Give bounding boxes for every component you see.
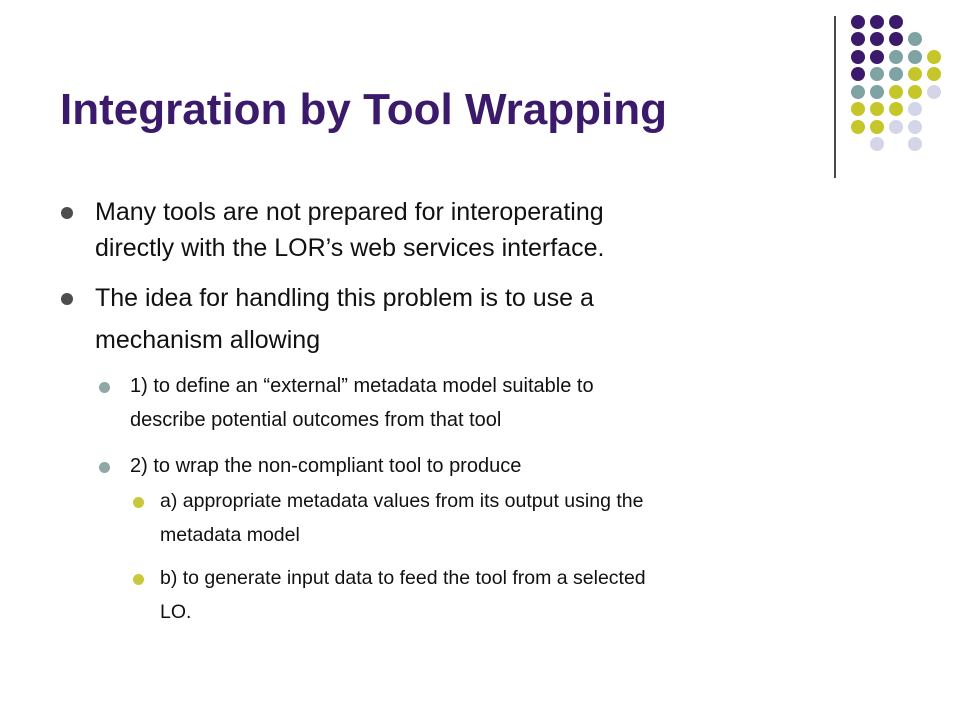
- sub-bullet-text: 2) to wrap the non-compliant tool to produce: [130, 455, 522, 477]
- slide-title: Integration by Tool Wrapping: [60, 85, 667, 134]
- decor-dot: [851, 67, 865, 81]
- decor-dot: [908, 102, 922, 116]
- decor-dot: [889, 120, 903, 134]
- decor-dot: [927, 67, 941, 81]
- bullet-text: mechanism allowing: [95, 326, 321, 354]
- decor-dot: [927, 50, 941, 64]
- decor-dot: [870, 102, 884, 116]
- decor-dot: [908, 137, 922, 151]
- sub-sub-bullet-dot: [133, 574, 144, 585]
- decor-dot: [908, 85, 922, 99]
- decor-dot: [870, 15, 884, 29]
- sub-sub-bullet-text: LO.: [160, 601, 192, 623]
- decor-dot: [870, 120, 884, 134]
- decor-dot: [889, 102, 903, 116]
- decor-dot: [851, 15, 865, 29]
- decor-dot: [908, 32, 922, 46]
- decor-dot: [851, 102, 865, 116]
- decor-dot: [870, 50, 884, 64]
- sub-bullet-text: describe potential outcomes from that tool: [130, 409, 502, 431]
- bullet-text: directly with the LOR’s web services interface.: [95, 234, 605, 262]
- bullet-text: Many tools are not prepared for interoperating: [95, 198, 604, 226]
- decor-dot: [927, 85, 941, 99]
- sub-sub-bullet-text: metadata model: [160, 524, 300, 546]
- sub-bullet-dot: [99, 382, 110, 393]
- decor-dot: [851, 50, 865, 64]
- sub-sub-bullet-text: b) to generate input data to feed the tool from a selected: [160, 567, 646, 589]
- decor-dot: [908, 50, 922, 64]
- decor-dot: [870, 85, 884, 99]
- sub-sub-bullet-dot: [133, 497, 144, 508]
- decor-dot: [870, 67, 884, 81]
- decor-dot: [851, 32, 865, 46]
- decor-dot: [889, 15, 903, 29]
- title-divider-line: [834, 16, 836, 178]
- decor-dot: [870, 32, 884, 46]
- decor-dot: [889, 32, 903, 46]
- decor-dot: [908, 120, 922, 134]
- sub-sub-bullet-text: a) appropriate metadata values from its output using the: [160, 490, 644, 512]
- decor-dot: [851, 120, 865, 134]
- bullet-dot: [61, 293, 73, 305]
- bullet-dot: [61, 207, 73, 219]
- decor-dot: [889, 67, 903, 81]
- decor-dot: [889, 50, 903, 64]
- sub-bullet-text: 1) to define an “external” metadata model suitable to: [130, 375, 594, 397]
- bullet-text: The idea for handling this problem is to use a: [95, 284, 594, 312]
- decor-dot: [908, 67, 922, 81]
- decor-dot: [851, 85, 865, 99]
- decor-dot: [870, 137, 884, 151]
- sub-bullet-dot: [99, 462, 110, 473]
- decor-dot: [889, 85, 903, 99]
